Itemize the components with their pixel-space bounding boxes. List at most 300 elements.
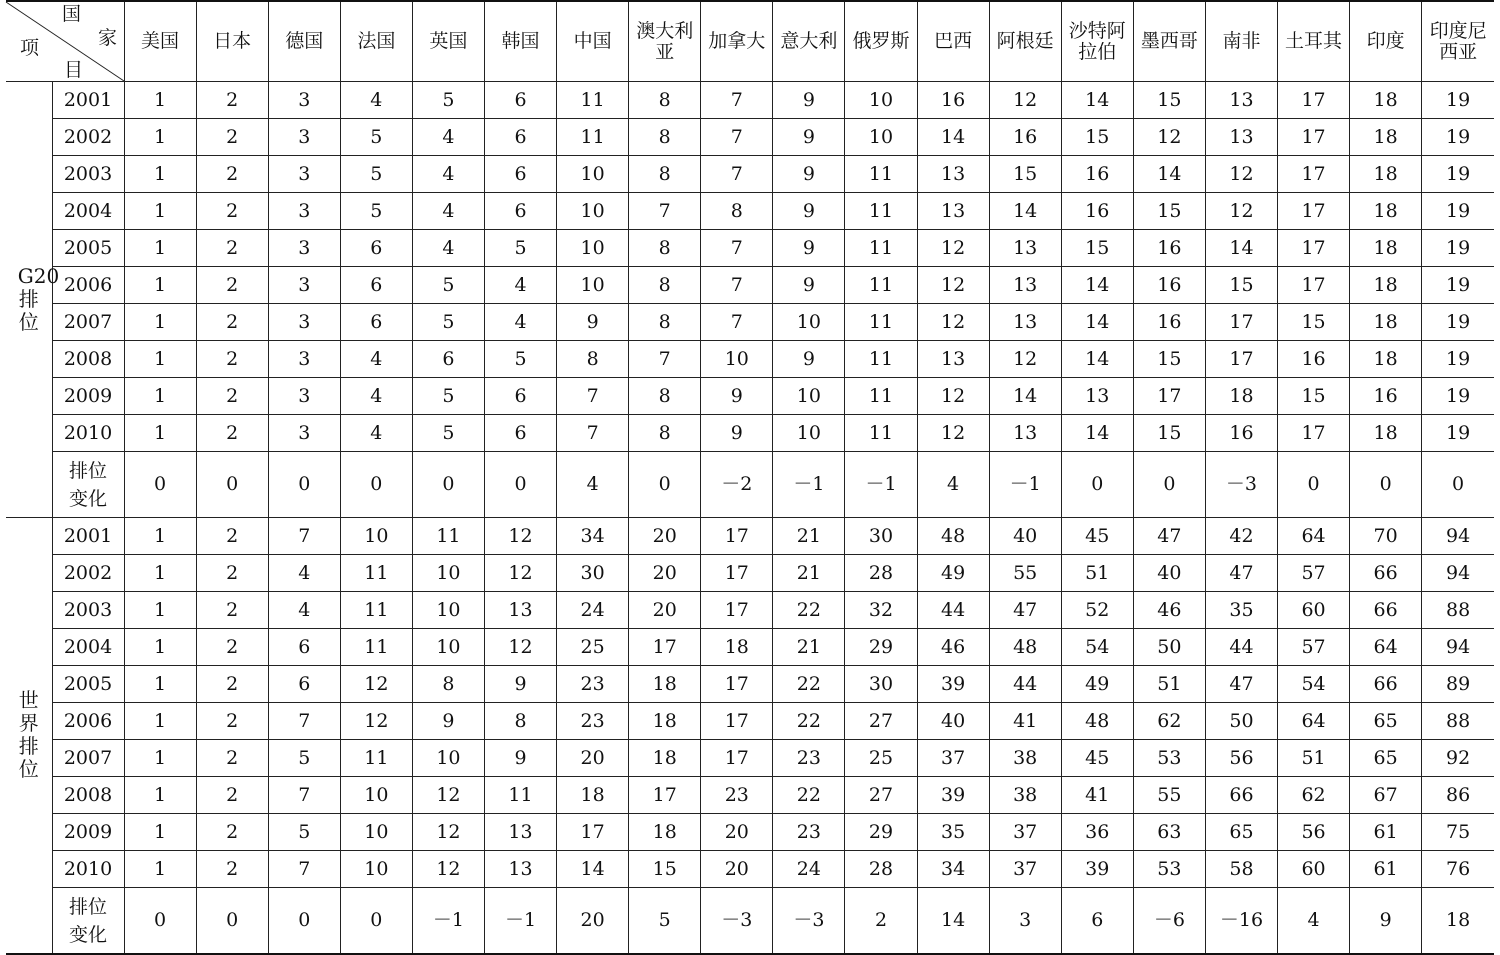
column-header: 英国 [412, 1, 484, 82]
rank-cell: 10 [773, 304, 845, 341]
rank-cell: 30 [845, 518, 917, 555]
rank-cell: 17 [1205, 341, 1277, 378]
change-cell: 4 [1278, 888, 1350, 955]
rank-cell: 39 [917, 666, 989, 703]
rank-cell: 57 [1278, 555, 1350, 592]
rank-cell: 29 [845, 814, 917, 851]
rank-cell: 9 [484, 740, 556, 777]
rank-cell: 6 [268, 629, 340, 666]
rank-cell: 10 [340, 851, 412, 888]
rank-cell: 7 [557, 415, 629, 452]
rank-cell: 16 [989, 119, 1061, 156]
rank-cell: 55 [1133, 777, 1205, 814]
rank-cell: 48 [1061, 703, 1133, 740]
rank-cell: 23 [557, 666, 629, 703]
rank-cell: 8 [701, 193, 773, 230]
rank-cell: 64 [1278, 518, 1350, 555]
rank-cell: 38 [989, 740, 1061, 777]
change-cell: 0 [1061, 452, 1133, 518]
rank-cell: 46 [1133, 592, 1205, 629]
rank-cell: 65 [1350, 703, 1422, 740]
change-cell: 4 [557, 452, 629, 518]
table-body [6, 1, 1494, 954]
rank-cell: 11 [845, 304, 917, 341]
table-row [6, 119, 1494, 156]
rank-cell: 30 [557, 555, 629, 592]
rank-cell: 5 [412, 267, 484, 304]
rank-cell: 2 [196, 555, 268, 592]
rank-cell: 9 [701, 378, 773, 415]
rank-cell: 17 [629, 777, 701, 814]
table-row [6, 82, 1494, 119]
rank-cell: 62 [1278, 777, 1350, 814]
rank-cell: 2 [196, 119, 268, 156]
rank-cell: 11 [845, 156, 917, 193]
rank-cell: 4 [268, 592, 340, 629]
rank-cell: 16 [1133, 267, 1205, 304]
rank-cell: 14 [1061, 82, 1133, 119]
rank-cell: 24 [557, 592, 629, 629]
rank-cell: 7 [701, 82, 773, 119]
header-row [6, 1, 1494, 82]
rank-cell: 18 [629, 740, 701, 777]
year-cell: 2002 [52, 555, 124, 592]
rank-cell: 1 [124, 629, 196, 666]
rank-cell: 63 [1133, 814, 1205, 851]
rank-cell: 17 [557, 814, 629, 851]
rank-cell: 6 [340, 267, 412, 304]
rank-cell: 2 [196, 592, 268, 629]
column-header: 印度 [1350, 1, 1422, 82]
rank-cell: 18 [1350, 119, 1422, 156]
rank-cell: 28 [845, 851, 917, 888]
rank-cell: 44 [917, 592, 989, 629]
rank-cell: 3 [268, 378, 340, 415]
rank-cell: 4 [412, 156, 484, 193]
rank-cell: 8 [629, 82, 701, 119]
rank-cell: 1 [124, 119, 196, 156]
rank-cell: 64 [1278, 703, 1350, 740]
table-row [6, 777, 1494, 814]
rank-cell: 8 [629, 230, 701, 267]
rank-cell: 75 [1422, 814, 1494, 851]
change-cell: －16 [1205, 888, 1277, 955]
rank-cell: 50 [1205, 703, 1277, 740]
rank-cell: 5 [340, 156, 412, 193]
rank-cell: 34 [557, 518, 629, 555]
rank-cell: 16 [1278, 341, 1350, 378]
corner-row-label: 项 [20, 37, 40, 59]
group-label-text: G20排位 [17, 263, 60, 334]
rank-cell: 13 [484, 851, 556, 888]
rank-cell: 15 [989, 156, 1061, 193]
column-header: 澳大利亚 [629, 1, 701, 82]
change-cell: 14 [917, 888, 989, 955]
rank-cell: 1 [124, 304, 196, 341]
rank-cell: 14 [557, 851, 629, 888]
rank-cell: 40 [917, 703, 989, 740]
rank-cell: 12 [917, 230, 989, 267]
rank-cell: 86 [1422, 777, 1494, 814]
year-cell: 2007 [52, 740, 124, 777]
change-cell: －6 [1133, 888, 1205, 955]
rank-cell: 29 [845, 629, 917, 666]
change-row [6, 888, 1494, 955]
rank-cell: 2 [196, 193, 268, 230]
rank-cell: 12 [917, 415, 989, 452]
rank-cell: 35 [917, 814, 989, 851]
column-header: 美国 [124, 1, 196, 82]
rank-cell: 4 [340, 82, 412, 119]
rank-cell: 66 [1350, 666, 1422, 703]
rank-cell: 18 [1350, 267, 1422, 304]
rank-cell: 5 [484, 230, 556, 267]
rank-cell: 17 [1278, 415, 1350, 452]
rank-cell: 12 [1133, 119, 1205, 156]
rank-cell: 13 [1205, 82, 1277, 119]
rank-cell: 12 [917, 267, 989, 304]
change-cell: 0 [196, 452, 268, 518]
rank-cell: 12 [917, 304, 989, 341]
rank-cell: 66 [1350, 555, 1422, 592]
rank-cell: 16 [1061, 156, 1133, 193]
rank-cell: 2 [196, 740, 268, 777]
rank-cell: 67 [1350, 777, 1422, 814]
rank-cell: 16 [1133, 304, 1205, 341]
rank-cell: 55 [989, 555, 1061, 592]
rank-cell: 49 [1061, 666, 1133, 703]
rank-cell: 10 [412, 555, 484, 592]
rank-cell: 19 [1422, 267, 1494, 304]
change-cell: －1 [484, 888, 556, 955]
rank-cell: 3 [268, 230, 340, 267]
rank-cell: 45 [1061, 740, 1133, 777]
rank-cell: 9 [412, 703, 484, 740]
rank-cell: 14 [989, 193, 1061, 230]
rank-cell: 7 [701, 304, 773, 341]
rank-cell: 15 [1133, 415, 1205, 452]
rank-cell: 17 [1278, 230, 1350, 267]
rank-cell: 4 [412, 230, 484, 267]
year-cell: 2009 [52, 378, 124, 415]
rank-cell: 19 [1422, 304, 1494, 341]
rank-cell: 10 [557, 193, 629, 230]
rank-cell: 17 [701, 740, 773, 777]
rank-cell: 19 [1422, 341, 1494, 378]
rank-cell: 10 [773, 378, 845, 415]
rank-cell: 61 [1350, 814, 1422, 851]
rank-cell: 1 [124, 703, 196, 740]
rank-cell: 10 [557, 156, 629, 193]
rank-cell: 5 [340, 119, 412, 156]
table-row [6, 378, 1494, 415]
rank-cell: 3 [268, 82, 340, 119]
rank-cell: 5 [340, 193, 412, 230]
rank-cell: 20 [629, 555, 701, 592]
rank-cell: 9 [557, 304, 629, 341]
rank-cell: 4 [412, 119, 484, 156]
rank-cell: 65 [1350, 740, 1422, 777]
rank-cell: 11 [484, 777, 556, 814]
rank-cell: 12 [917, 378, 989, 415]
rank-cell: 9 [773, 230, 845, 267]
rank-cell: 47 [989, 592, 1061, 629]
corner-col-label-2: 家 [98, 27, 118, 49]
change-cell: 0 [124, 452, 196, 518]
rank-cell: 94 [1422, 518, 1494, 555]
rank-cell: 18 [1350, 193, 1422, 230]
rank-cell: 2 [196, 415, 268, 452]
year-cell: 2003 [52, 592, 124, 629]
rank-cell: 12 [989, 341, 1061, 378]
rank-cell: 3 [268, 304, 340, 341]
rank-cell: 2 [196, 378, 268, 415]
group-label-text: 世界排位 [18, 688, 39, 781]
rank-cell: 8 [629, 304, 701, 341]
rank-cell: 35 [1205, 592, 1277, 629]
rank-cell: 20 [701, 851, 773, 888]
rank-cell: 18 [1350, 341, 1422, 378]
rank-cell: 44 [1205, 629, 1277, 666]
rank-cell: 20 [629, 518, 701, 555]
rank-cell: 11 [340, 555, 412, 592]
rank-cell: 6 [484, 119, 556, 156]
rank-cell: 11 [845, 378, 917, 415]
rank-cell: 8 [629, 267, 701, 304]
rank-cell: 17 [701, 518, 773, 555]
rank-cell: 5 [268, 814, 340, 851]
rank-cell: 27 [845, 703, 917, 740]
rank-cell: 15 [1133, 82, 1205, 119]
rank-cell: 7 [268, 851, 340, 888]
rank-cell: 4 [484, 304, 556, 341]
rank-cell: 4 [268, 555, 340, 592]
rank-cell: 56 [1205, 740, 1277, 777]
rank-cell: 70 [1350, 518, 1422, 555]
rank-cell: 53 [1133, 740, 1205, 777]
rank-cell: 51 [1061, 555, 1133, 592]
rank-cell: 57 [1278, 629, 1350, 666]
column-header: 阿根廷 [989, 1, 1061, 82]
rank-cell: 23 [701, 777, 773, 814]
rank-cell: 10 [845, 82, 917, 119]
table-row [6, 415, 1494, 452]
table-row [6, 851, 1494, 888]
column-header: 墨西哥 [1133, 1, 1205, 82]
rank-cell: 46 [917, 629, 989, 666]
rank-cell: 2 [196, 814, 268, 851]
change-cell: 0 [340, 888, 412, 955]
rank-cell: 40 [1133, 555, 1205, 592]
rank-cell: 5 [412, 82, 484, 119]
table-row [6, 341, 1494, 378]
rank-cell: 10 [557, 230, 629, 267]
rank-cell: 10 [773, 415, 845, 452]
rank-cell: 18 [629, 666, 701, 703]
change-cell: 0 [1278, 452, 1350, 518]
rank-cell: 25 [557, 629, 629, 666]
rank-cell: 2 [196, 851, 268, 888]
year-cell: 2009 [52, 814, 124, 851]
change-cell: 0 [1422, 452, 1494, 518]
rank-cell: 2 [196, 156, 268, 193]
year-cell: 2010 [52, 415, 124, 452]
rank-cell: 11 [845, 193, 917, 230]
change-cell: 2 [845, 888, 917, 955]
rank-cell: 11 [340, 592, 412, 629]
group-label [6, 82, 60, 518]
table-row [6, 814, 1494, 851]
rank-cell: 23 [773, 740, 845, 777]
rank-cell: 1 [124, 592, 196, 629]
rank-cell: 39 [917, 777, 989, 814]
rank-cell: 15 [1133, 193, 1205, 230]
rank-cell: 15 [1061, 119, 1133, 156]
rank-cell: 8 [629, 119, 701, 156]
rank-cell: 11 [845, 267, 917, 304]
corner-row-label-2: 目 [64, 59, 84, 81]
rank-cell: 8 [484, 703, 556, 740]
column-header: 韩国 [484, 1, 556, 82]
rank-cell: 15 [1278, 304, 1350, 341]
rank-cell: 36 [1061, 814, 1133, 851]
year-cell: 2005 [52, 666, 124, 703]
rank-cell: 2 [196, 666, 268, 703]
year-cell: 2001 [52, 82, 124, 119]
ranking-table [6, 0, 1494, 955]
rank-cell: 16 [917, 82, 989, 119]
table-row [6, 629, 1494, 666]
rank-cell: 12 [340, 703, 412, 740]
rank-cell: 60 [1278, 592, 1350, 629]
rank-cell: 9 [773, 267, 845, 304]
rank-cell: 37 [989, 851, 1061, 888]
rank-cell: 27 [845, 777, 917, 814]
rank-cell: 14 [1061, 304, 1133, 341]
year-cell: 2007 [52, 304, 124, 341]
rank-cell: 94 [1422, 555, 1494, 592]
rank-cell: 12 [1205, 156, 1277, 193]
rank-cell: 12 [412, 851, 484, 888]
rank-cell: 47 [1205, 555, 1277, 592]
rank-cell: 64 [1350, 629, 1422, 666]
rank-cell: 19 [1422, 119, 1494, 156]
rank-cell: 13 [1205, 119, 1277, 156]
change-cell: 9 [1350, 888, 1422, 955]
rank-cell: 20 [557, 740, 629, 777]
rank-cell: 10 [340, 518, 412, 555]
rank-cell: 23 [557, 703, 629, 740]
rank-cell: 13 [917, 341, 989, 378]
rank-cell: 7 [557, 378, 629, 415]
table-row [6, 156, 1494, 193]
rank-cell: 23 [773, 814, 845, 851]
rank-cell: 1 [124, 378, 196, 415]
rank-cell: 48 [917, 518, 989, 555]
change-cell: 18 [1422, 888, 1494, 955]
rank-cell: 61 [1350, 851, 1422, 888]
rank-cell: 4 [484, 267, 556, 304]
column-header: 印度尼西亚 [1422, 1, 1494, 82]
rank-cell: 13 [484, 814, 556, 851]
rank-cell: 2 [196, 629, 268, 666]
change-cell: 0 [629, 452, 701, 518]
rank-cell: 4 [340, 415, 412, 452]
table-row [6, 740, 1494, 777]
column-header: 法国 [340, 1, 412, 82]
rank-cell: 94 [1422, 629, 1494, 666]
rank-cell: 76 [1422, 851, 1494, 888]
column-header: 南非 [1205, 1, 1277, 82]
rank-cell: 2 [196, 777, 268, 814]
change-cell: －2 [701, 452, 773, 518]
rank-cell: 12 [1205, 193, 1277, 230]
rank-cell: 3 [268, 119, 340, 156]
rank-cell: 8 [629, 415, 701, 452]
rank-cell: 18 [1350, 156, 1422, 193]
rank-cell: 9 [773, 82, 845, 119]
change-cell: －3 [773, 888, 845, 955]
rank-cell: 13 [917, 156, 989, 193]
rank-cell: 17 [1278, 267, 1350, 304]
rank-cell: 9 [773, 193, 845, 230]
year-cell: 2010 [52, 851, 124, 888]
rank-cell: 11 [412, 518, 484, 555]
rank-cell: 6 [340, 304, 412, 341]
rank-cell: 22 [773, 703, 845, 740]
rank-cell: 18 [1205, 378, 1277, 415]
rank-cell: 39 [1061, 851, 1133, 888]
rank-cell: 6 [484, 156, 556, 193]
rank-cell: 1 [124, 82, 196, 119]
rank-cell: 58 [1205, 851, 1277, 888]
rank-cell: 1 [124, 740, 196, 777]
rank-cell: 18 [1350, 304, 1422, 341]
rank-cell: 37 [917, 740, 989, 777]
rank-cell: 1 [124, 666, 196, 703]
rank-cell: 51 [1133, 666, 1205, 703]
rank-cell: 65 [1205, 814, 1277, 851]
rank-cell: 9 [484, 666, 556, 703]
rank-cell: 3 [268, 267, 340, 304]
rank-cell: 42 [1205, 518, 1277, 555]
rank-cell: 48 [989, 629, 1061, 666]
year-cell: 2008 [52, 777, 124, 814]
rank-cell: 92 [1422, 740, 1494, 777]
rank-cell: 16 [1061, 193, 1133, 230]
rank-cell: 1 [124, 777, 196, 814]
rank-cell: 6 [484, 193, 556, 230]
rank-cell: 11 [557, 119, 629, 156]
rank-cell: 44 [989, 666, 1061, 703]
rank-cell: 4 [340, 378, 412, 415]
rank-cell: 10 [557, 267, 629, 304]
change-cell: 0 [268, 888, 340, 955]
rank-cell: 14 [1061, 267, 1133, 304]
table-row [6, 193, 1494, 230]
rank-cell: 19 [1422, 156, 1494, 193]
rank-cell: 21 [773, 629, 845, 666]
rank-cell: 1 [124, 851, 196, 888]
rank-cell: 17 [629, 629, 701, 666]
rank-cell: 17 [1205, 304, 1277, 341]
rank-cell: 12 [412, 814, 484, 851]
rank-cell: 21 [773, 555, 845, 592]
rank-cell: 17 [701, 666, 773, 703]
rank-cell: 1 [124, 156, 196, 193]
rank-cell: 2 [196, 267, 268, 304]
rank-cell: 1 [124, 267, 196, 304]
